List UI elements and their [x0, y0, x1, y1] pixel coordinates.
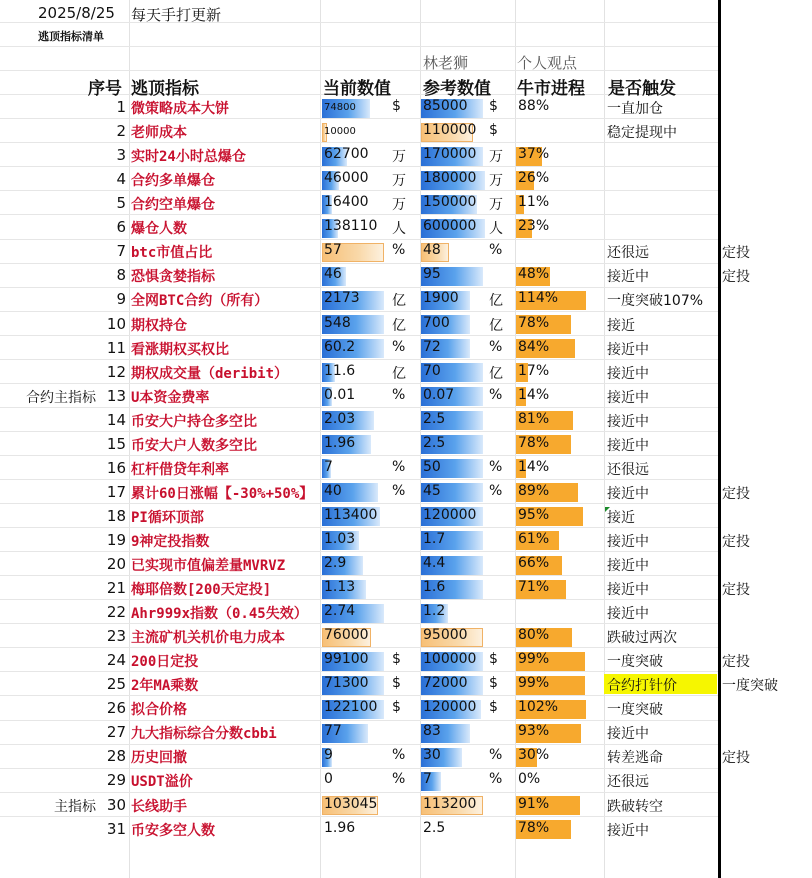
extra-note: 定投: [722, 269, 750, 286]
indicator-name[interactable]: 实时24小时总爆仓: [131, 149, 246, 166]
current-value[interactable]: 1.96: [324, 819, 356, 836]
row-number: 12: [106, 362, 126, 381]
reference-unit: %: [489, 338, 503, 355]
progress-value: 11%: [518, 194, 550, 211]
trigger-status: 接近中: [607, 365, 649, 382]
row-group-label: 主指标: [54, 798, 96, 815]
current-value[interactable]: 2.9: [324, 555, 347, 571]
row-number: 17: [106, 482, 126, 501]
sheet-subtitle: 逃顶指标清单: [38, 30, 104, 43]
current-value[interactable]: 99100: [324, 651, 369, 668]
reference-unit: 人: [489, 221, 503, 238]
progress-value: 78%: [518, 434, 550, 451]
row-number: 9: [116, 290, 126, 309]
current-value[interactable]: 74800: [324, 102, 356, 113]
reference-value[interactable]: 50: [423, 458, 441, 475]
row-number: 29: [106, 771, 126, 790]
progress-value: 61%: [518, 530, 550, 547]
reference-unit: %: [489, 386, 503, 403]
reference-value[interactable]: 113200: [423, 795, 477, 812]
column-header-triggered[interactable]: 是否触发: [608, 79, 676, 99]
progress-value: 78%: [518, 819, 550, 836]
current-value[interactable]: 10000: [324, 126, 356, 137]
current-unit: %: [392, 771, 406, 788]
trigger-status: 一直加仓: [607, 101, 663, 117]
current-value[interactable]: 77: [324, 723, 342, 740]
current-value[interactable]: 548: [324, 314, 351, 331]
current-unit: $: [392, 675, 401, 692]
current-value[interactable]: 138110: [324, 218, 378, 235]
progress-value: 26%: [518, 170, 550, 187]
reference-value[interactable]: 4.4: [423, 555, 446, 571]
reference-unit: $: [489, 122, 498, 138]
progress-value: 93%: [518, 723, 550, 740]
reference-unit: %: [489, 482, 503, 499]
current-value[interactable]: 2.74: [324, 603, 356, 619]
row-number: 28: [106, 747, 126, 766]
column-separator-line: [718, 0, 721, 878]
indicator-name[interactable]: 200日定投: [131, 654, 199, 671]
row-number: 24: [106, 651, 126, 670]
current-unit: 万: [392, 149, 406, 166]
trigger-status: 跌破转空: [607, 798, 663, 815]
extra-note: 一度突破: [722, 678, 778, 695]
row-number: 19: [106, 530, 126, 549]
trigger-status: 接近中: [607, 558, 649, 574]
row-number: 16: [106, 458, 126, 477]
trigger-status: 接近中: [607, 582, 649, 598]
trigger-status: 合约打针价: [607, 678, 677, 695]
extra-note: 定投: [722, 245, 750, 262]
extra-note: 定投: [722, 654, 750, 671]
row-number: 21: [106, 579, 126, 597]
column-header-indicator[interactable]: 逃顶指标: [131, 79, 199, 99]
reference-value[interactable]: 70: [423, 362, 441, 379]
reference-unit: %: [489, 747, 503, 764]
trigger-status: 接近: [607, 317, 635, 334]
indicator-name[interactable]: 合约空单爆仓: [131, 197, 215, 214]
row-number: 4: [116, 170, 126, 189]
current-value[interactable]: 57: [324, 242, 342, 259]
reference-unit: %: [489, 458, 503, 475]
progress-value: 114%: [518, 290, 559, 307]
current-value[interactable]: 40: [324, 482, 342, 499]
trigger-status: 接近中: [607, 341, 649, 358]
row-number: 22: [106, 603, 126, 621]
current-value[interactable]: 71300: [324, 675, 369, 692]
current-value[interactable]: 2.03: [324, 410, 356, 427]
indicator-name[interactable]: Ahr999x指数（0.45失效）: [131, 606, 308, 622]
progress-value: 84%: [518, 338, 550, 355]
trigger-status: 接近中: [607, 437, 649, 454]
trigger-status: 还很远: [607, 461, 649, 478]
reference-value[interactable]: 85000: [423, 98, 468, 114]
reference-value[interactable]: 120000: [423, 699, 477, 716]
current-value[interactable]: 1.03: [324, 530, 356, 547]
indicator-name[interactable]: 已实现市值偏差量MVRVZ: [131, 558, 286, 574]
update-date: 2025/8/25: [38, 4, 115, 22]
current-unit: 亿: [392, 317, 406, 334]
trigger-status: 一度突破107%: [607, 293, 704, 310]
group-label-lin: 林老狮: [423, 54, 469, 72]
row-number: 15: [106, 434, 126, 453]
trigger-status: 接近中: [607, 726, 649, 743]
trigger-status: 接近: [607, 509, 635, 526]
indicator-name[interactable]: 币安多空人数: [131, 822, 215, 839]
current-value[interactable]: 0.01: [324, 386, 356, 403]
reference-value[interactable]: 0.07: [423, 386, 455, 403]
current-value[interactable]: 46: [324, 266, 342, 283]
row-number: 20: [106, 555, 126, 573]
indicator-name[interactable]: USDT溢价: [131, 774, 193, 791]
current-unit: $: [392, 651, 401, 668]
progress-value: 23%: [518, 218, 550, 235]
reference-value[interactable]: 1900: [423, 290, 459, 307]
reference-value[interactable]: 95000: [423, 627, 468, 644]
reference-value[interactable]: 83: [423, 723, 441, 740]
reference-unit: $: [489, 98, 498, 114]
current-value[interactable]: 46000: [324, 170, 369, 187]
current-value[interactable]: 76000: [324, 627, 369, 644]
column-header-seq[interactable]: 序号: [88, 79, 122, 99]
current-value[interactable]: 9: [324, 747, 333, 764]
progress-value: 80%: [518, 627, 550, 644]
current-unit: 亿: [392, 365, 406, 382]
reference-value[interactable]: 30: [423, 747, 441, 764]
indicator-name[interactable]: 币安大户持仓多空比: [131, 413, 257, 430]
indicator-name[interactable]: U本资金费率: [131, 389, 210, 406]
extra-note: 定投: [722, 533, 750, 550]
current-unit: %: [392, 386, 406, 403]
reference-value[interactable]: 700: [423, 314, 450, 331]
current-unit: %: [392, 747, 406, 764]
progress-value: 0%: [518, 771, 541, 788]
current-value[interactable]: 11.6: [324, 362, 356, 379]
indicator-name[interactable]: 老师成本: [131, 125, 187, 141]
indicator-name[interactable]: 期权持仓: [131, 317, 187, 334]
extra-note: 定投: [722, 750, 750, 767]
progress-value: 99%: [518, 675, 550, 692]
current-unit: %: [392, 482, 406, 499]
reference-value[interactable]: 2.5: [423, 434, 446, 451]
trigger-status: 接近中: [607, 606, 649, 622]
progress-value: 14%: [518, 458, 550, 475]
reference-value[interactable]: 72000: [423, 675, 468, 692]
reference-value[interactable]: 110000: [423, 122, 477, 138]
reference-unit: 亿: [489, 365, 503, 382]
progress-value: 17%: [518, 362, 550, 379]
row-number: 25: [106, 675, 126, 694]
reference-value[interactable]: 48: [423, 242, 441, 259]
current-unit: 万: [392, 197, 406, 214]
row-number: 14: [106, 410, 126, 429]
row-number: 1: [116, 98, 126, 116]
reference-unit: 亿: [489, 317, 503, 334]
trigger-status: 一度突破: [607, 702, 663, 719]
trigger-status: 接近中: [607, 822, 649, 839]
row-number: 13: [106, 386, 126, 405]
row-number: 18: [106, 506, 126, 525]
reference-value[interactable]: 2.5: [423, 410, 446, 427]
current-value[interactable]: 62700: [324, 146, 369, 163]
trigger-status: 接近中: [607, 269, 649, 286]
indicator-name[interactable]: 历史回撤: [131, 750, 187, 767]
row-number: 10: [106, 314, 126, 333]
current-value[interactable]: 122100: [324, 699, 378, 716]
row-number: 26: [106, 699, 126, 718]
trigger-status: 接近中: [607, 413, 649, 430]
current-value[interactable]: 103045: [324, 795, 378, 812]
indicator-name[interactable]: PI循环顶部: [131, 509, 204, 526]
reference-value[interactable]: 100000: [423, 651, 477, 668]
reference-unit: %: [489, 771, 503, 788]
update-note: 每天手打更新: [131, 6, 222, 24]
trigger-status: 还很远: [607, 245, 649, 262]
indicator-name[interactable]: 累计60日涨幅【-30%+50%】: [131, 485, 314, 502]
current-unit: $: [392, 98, 401, 114]
progress-value: 30%: [518, 747, 550, 764]
reference-value[interactable]: 7: [423, 771, 432, 788]
indicator-name[interactable]: 恐惧贪婪指标: [131, 269, 215, 286]
row-number: 30: [106, 795, 126, 814]
reference-value[interactable]: 72: [423, 338, 441, 355]
row-number: 7: [116, 242, 126, 261]
indicator-name[interactable]: 9神定投指数: [131, 533, 210, 550]
indicator-name[interactable]: 全网BTC合约（所有）: [131, 293, 269, 310]
progress-value: 91%: [518, 795, 550, 812]
trigger-status: 还很远: [607, 774, 649, 791]
current-value[interactable]: 7: [324, 458, 333, 475]
indicator-name[interactable]: 合约多单爆仓: [131, 173, 215, 190]
current-unit: %: [392, 242, 406, 259]
row-group-label: 合约主指标: [26, 389, 96, 406]
reference-unit: 万: [489, 197, 503, 214]
indicator-name[interactable]: 杠杆借贷年利率: [131, 461, 229, 478]
current-value[interactable]: 113400: [324, 506, 378, 523]
current-value[interactable]: 16400: [324, 194, 369, 211]
progress-value: 81%: [518, 410, 550, 427]
progress-value: 78%: [518, 314, 550, 331]
progress-value: 37%: [518, 146, 550, 163]
current-unit: $: [392, 699, 401, 716]
current-unit: %: [392, 338, 406, 355]
indicator-name[interactable]: 拟合价格: [131, 702, 187, 719]
row-number: 3: [116, 146, 126, 165]
current-unit: 亿: [392, 293, 406, 310]
progress-value: 89%: [518, 482, 550, 499]
trigger-status: 一度突破: [607, 654, 663, 671]
current-value[interactable]: 60.2: [324, 338, 356, 355]
current-value[interactable]: 2173: [324, 290, 360, 307]
reference-value[interactable]: 180000: [423, 170, 477, 187]
column-header-current[interactable]: 当前数值: [323, 79, 391, 99]
row-number: 27: [106, 723, 126, 742]
reference-value[interactable]: 1.6: [423, 579, 446, 595]
progress-value: 95%: [518, 506, 550, 523]
current-unit: 人: [392, 221, 406, 238]
progress-value: 48%: [518, 266, 550, 283]
reference-value[interactable]: 120000: [423, 506, 477, 523]
current-value[interactable]: 1.13: [324, 579, 356, 595]
trigger-status: 稳定提现中: [607, 125, 677, 141]
extra-note: 定投: [722, 582, 750, 598]
indicator-name[interactable]: btc市值占比: [131, 245, 213, 262]
reference-value[interactable]: 95: [423, 266, 441, 283]
reference-unit: $: [489, 675, 498, 692]
reference-value[interactable]: 1.2: [423, 603, 446, 619]
column-header-reference[interactable]: 参考数值: [423, 79, 491, 99]
reference-unit: $: [489, 699, 498, 716]
indicator-name[interactable]: 2年MA乘数: [131, 678, 199, 695]
column-header-progress[interactable]: 牛市进程: [517, 79, 585, 99]
reference-value[interactable]: 170000: [423, 146, 477, 163]
indicator-name[interactable]: 币安大户人数多空比: [131, 437, 257, 454]
row-number: 23: [106, 627, 126, 646]
indicator-name[interactable]: 看涨期权买权比: [131, 341, 229, 358]
trigger-status: 接近中: [607, 389, 649, 406]
indicator-name[interactable]: 长线助手: [131, 798, 187, 815]
progress-value: 99%: [518, 651, 550, 668]
progress-value: 66%: [518, 555, 550, 571]
row-number: 6: [116, 218, 126, 237]
reference-unit: 万: [489, 173, 503, 190]
reference-unit: 万: [489, 149, 503, 166]
reference-unit: 亿: [489, 293, 503, 310]
current-value[interactable]: 0: [324, 771, 333, 788]
progress-value: 102%: [518, 699, 559, 716]
reference-value[interactable]: 600000: [423, 218, 477, 235]
trigger-status: 转差逃命: [607, 750, 663, 767]
indicator-name[interactable]: 梅耶倍数[200天定投]: [131, 582, 272, 598]
reference-value[interactable]: 45: [423, 482, 441, 499]
reference-unit: $: [489, 651, 498, 668]
row-number: 5: [116, 194, 126, 213]
indicator-name[interactable]: 主流矿机关机价电力成本: [131, 630, 285, 647]
row-number: 31: [106, 819, 126, 838]
row-number: 8: [116, 266, 126, 285]
progress-value: 71%: [518, 579, 550, 595]
indicator-name[interactable]: 微策略成本大饼: [131, 101, 229, 117]
trigger-status: 跌破过两次: [607, 630, 677, 647]
current-value[interactable]: 1.96: [324, 434, 356, 451]
current-unit: 万: [392, 173, 406, 190]
trigger-status: 接近中: [607, 485, 649, 502]
row-number: 11: [106, 338, 126, 357]
reference-value[interactable]: 1.7: [423, 530, 446, 547]
progress-value: 88%: [518, 98, 550, 114]
indicator-name[interactable]: 九大指标综合分数cbbi: [131, 726, 277, 743]
trigger-status: 接近中: [607, 533, 649, 550]
reference-unit: %: [489, 242, 503, 259]
extra-note: 定投: [722, 485, 750, 502]
indicator-name[interactable]: 爆仓人数: [131, 221, 187, 238]
reference-value[interactable]: 150000: [423, 194, 477, 211]
group-label-personal: 个人观点: [517, 54, 578, 72]
progress-value: 14%: [518, 386, 550, 403]
current-unit: %: [392, 458, 406, 475]
indicator-name[interactable]: 期权成交量（deribit）: [131, 365, 289, 382]
comment-marker-icon: [605, 507, 610, 512]
row-number: 2: [116, 122, 126, 140]
reference-value[interactable]: 2.5: [423, 819, 446, 836]
